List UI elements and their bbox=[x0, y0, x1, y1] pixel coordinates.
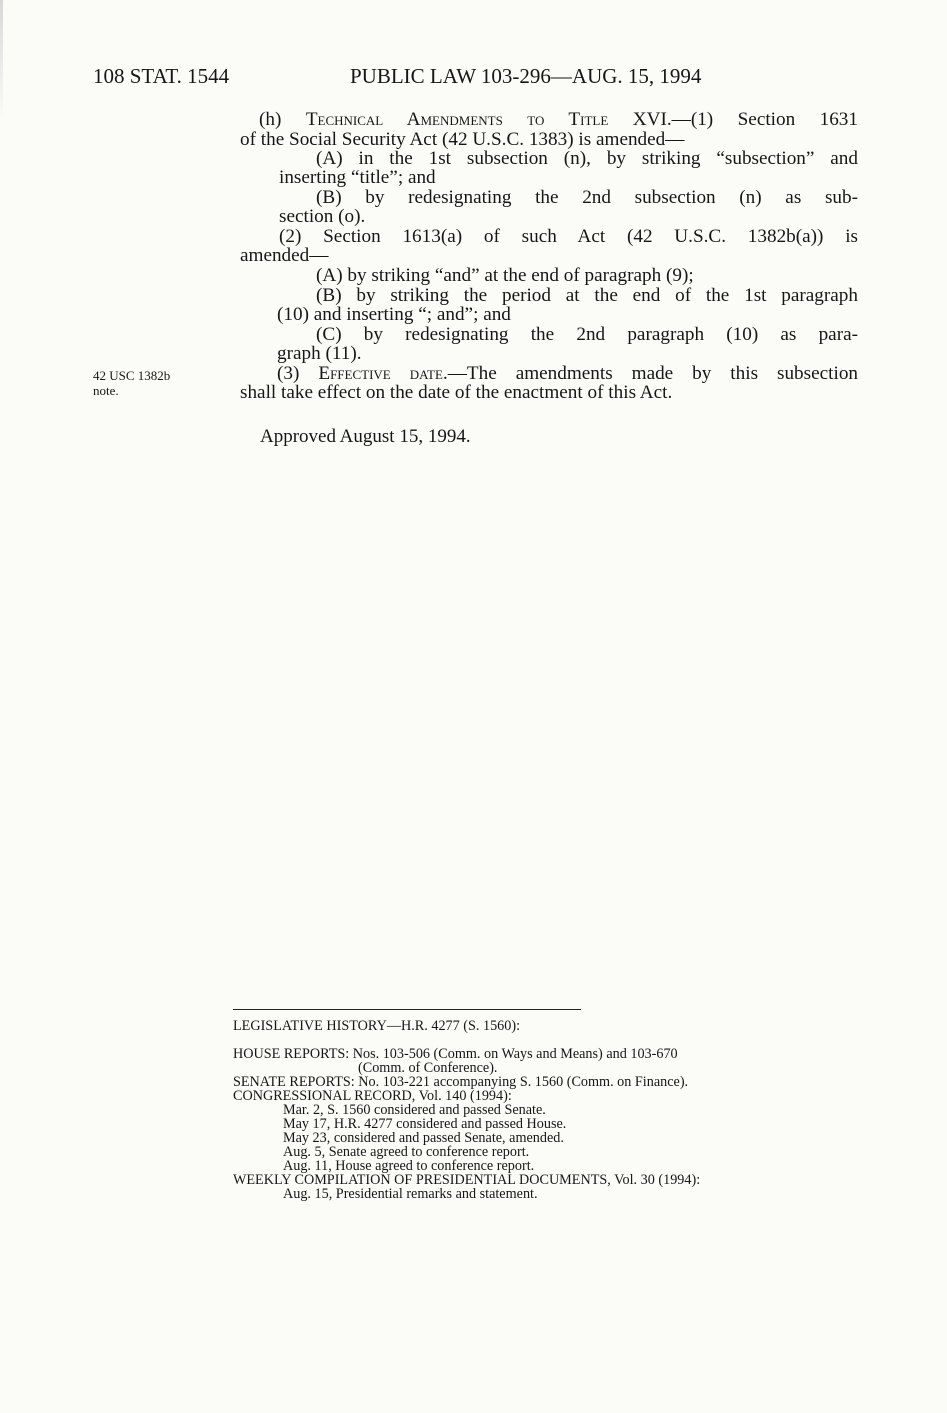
p3-heading: Effective date bbox=[318, 363, 443, 384]
p3-line-2: shall take effect on the date of the enactment of this Act. bbox=[240, 382, 673, 403]
h-line-2: of the Social Security Act (42 U.S.C. 1383) is amended— bbox=[240, 129, 685, 150]
history-line: Mar. 2, S. 1560 considered and passed Senate. bbox=[283, 1102, 546, 1118]
b2-line-1: (B) by striking the period at the end of the 1st paragraph bbox=[316, 285, 858, 306]
history-line: CONGRESSIONAL RECORD, Vol. 140 (1994): bbox=[233, 1088, 512, 1104]
approved-date: Approved August 15, 1994. bbox=[260, 426, 471, 447]
history-divider bbox=[233, 1009, 581, 1010]
b2-line-2: (10) and inserting “; and”; and bbox=[277, 304, 511, 325]
a1-line-2: inserting “title”; and bbox=[279, 167, 436, 188]
margin-note-suffix: note. bbox=[93, 383, 119, 398]
p3-line-1 bbox=[277, 364, 858, 384]
stat-page-number: 108 STAT. 1544 bbox=[93, 64, 230, 88]
c2-line-2: graph (11). bbox=[277, 343, 362, 364]
history-heading: LEGISLATIVE HISTORY—H.R. 4277 (S. 1560): bbox=[233, 1018, 521, 1034]
history-line: WEEKLY COMPILATION OF PRESIDENTIAL DOCUMENTS, Vol. 30 (1994): bbox=[233, 1172, 701, 1188]
history-line: Aug. 15, Presidential remarks and statement. bbox=[283, 1186, 538, 1202]
history-line: HOUSE REPORTS: Nos. 103-506 (Comm. on Ways and Means) and 103-670 bbox=[233, 1046, 678, 1062]
a1-line-1: (A) in the 1st subsection (n), by striking “subsection” and bbox=[316, 148, 858, 169]
a2-line-1: (A) by striking “and” at the end of paragraph (9); bbox=[316, 265, 694, 286]
history-line: (Comm. of Conference). bbox=[358, 1060, 498, 1076]
history-line: Aug. 11, House agreed to conference report. bbox=[283, 1158, 535, 1174]
margin-note-citation: 42 USC 1382b bbox=[93, 368, 171, 383]
p2-line-1: (2) Section 1613(a) of such Act (42 U.S.C. 1382b(a)) is bbox=[279, 226, 858, 247]
history-line: Aug. 5, Senate agreed to conference report. bbox=[283, 1144, 530, 1160]
h-heading: Technical Amendments to Title XVI bbox=[305, 109, 667, 130]
scan-edge-shadow bbox=[0, 0, 3, 120]
p3-tail: .—The amendments made by this subsection bbox=[442, 363, 859, 384]
history-line: May 23, considered and passed Senate, amended. bbox=[283, 1130, 564, 1146]
h-lead: (h) bbox=[259, 109, 306, 130]
running-title: PUBLIC LAW 103-296—AUG. 15, 1994 bbox=[350, 64, 702, 88]
p2-line-2: amended— bbox=[240, 245, 329, 266]
h-line-1 bbox=[259, 110, 858, 130]
b1-line-1: (B) by redesignating the 2nd subsection (n) as sub- bbox=[316, 187, 858, 208]
h-tail: .—(1) Section 1631 bbox=[666, 109, 858, 130]
history-line: May 17, H.R. 4277 considered and passed House. bbox=[283, 1116, 567, 1132]
b1-line-2: section (o). bbox=[279, 206, 366, 227]
p3-lead: (3) bbox=[277, 363, 319, 384]
history-line: SENATE REPORTS: No. 103-221 accompanying S. 1560 (Comm. on Finance). bbox=[233, 1074, 689, 1090]
c2-line-1: (C) by redesignating the 2nd paragraph (10) as para- bbox=[316, 324, 858, 345]
